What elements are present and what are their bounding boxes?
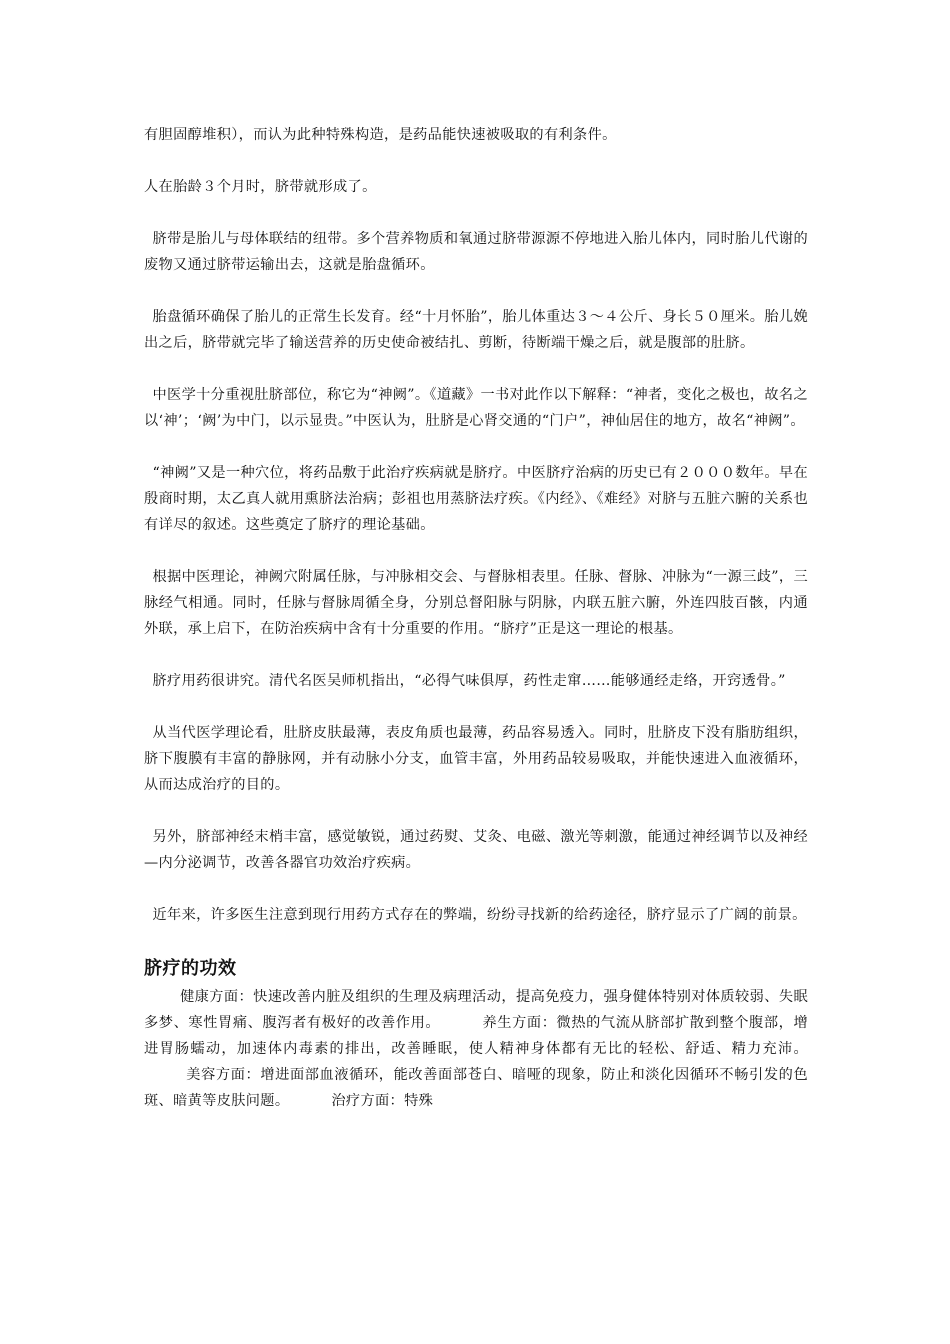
- paragraph-10: 另外，脐部神经末梢丰富，感觉敏锐，通过药熨、艾灸、电磁、激光等刺激，能通过神经调节以及神经—内分泌调节，改善各器官功效治疗疾病。: [144, 829, 808, 871]
- paragraph-8: 脐疗用药很讲究。清代名医吴师机指出，“必得气味俱厚，药性走窜……能够通经走络，开窍透骨。”: [152, 673, 786, 689]
- paragraph-9: 从当代医学理论看，肚脐皮肤最薄，表皮角质也最薄，药品容易透入。同时，肚脐皮下没有脂肪组织，脐下腹膜有丰富的静脉网，并有动脉小分支，血管丰富，外用药品较易吸取，并能快速进入血液循环，从而达成治疗的目的。: [144, 725, 808, 793]
- paragraph-1: 有胆固醇堆积），而认为此种特殊构造，是药品能快速被吸取的有利条件。: [144, 127, 617, 143]
- paragraph-2: 人在胎龄３个月时，脐带就形成了。: [144, 179, 377, 195]
- effect-health: 健康方面：快速改善内脏及组织的生理及病理活动，提高免疫力，强身健体特别对体质较弱、失眠多梦、寒性胃痛、腹泻者有极好的改善作用。: [144, 989, 808, 1031]
- paragraph-6: “神阙”又是一种穴位，将药品敷于此治疗疾病就是脐疗。中医脐疗治病的历史已有２０００数年。早在殷商时期，太乙真人就用熏脐法治病；彭祖也用蒸脐法疗疾。《内经》、《难经》对脐与五脏六腑的关系也有详尽的叙述。这些奠定了脐疗的理论基础。: [144, 465, 808, 533]
- paragraph-11: 近年来，许多医生注意到现行用药方式存在的弊端，纷纷寻找新的给药途径，脐疗显示了广阔的前景。: [152, 907, 807, 923]
- paragraph-5: 中医学十分重视肚脐部位，称它为“神阙”。《道藏》一书对此作以下解释：“神者，变化之极也，故名之以‘神’；‘阙’为中门，以示显贵。”中医认为，肚脐是心肾交通的“门户”，神仙居住的地方，故名“神阙”。: [144, 387, 808, 429]
- document-body: [144, 122, 808, 1114]
- effect-beauty: 美容方面：增进面部血液循环，能改善面部苍白、暗哑的现象，防止和淡化因循环不畅引发的色斑、暗黄等皮肤问题。: [144, 1067, 808, 1109]
- paragraph-4: 胎盘循环确保了胎儿的正常生长发育。经“十月怀胎”，胎儿体重达３～４公斤、身长５０厘米。胎儿娩出之后，脐带就完毕了输送营养的历史使命被结扎、剪断，待断端干燥之后，就是腹部的肚脐。: [144, 309, 808, 351]
- paragraph-3: 脐带是胎儿与母体联结的纽带。多个营养物质和氧通过脐带源源不停地进入胎儿体内，同时胎儿代谢的废物又通过脐带运输出去，这就是胎盘循环。: [144, 231, 808, 273]
- paragraph-7: 根据中医理论，神阙穴附属任脉，与冲脉相交会、与督脉相表里。任脉、督脉、冲脉为“一源三歧”，三脉经气相通。同时，任脉与督脉周循全身，分别总督阳脉与阴脉，内联五脏六腑，外连四肢百骸，内通外联，承上启下，在防治疾病中含有十分重要的作用。“脐疗”正是这一理论的根基。: [144, 569, 808, 637]
- section-heading: 脐疗的功效: [144, 958, 237, 979]
- effect-wellness: 养生方面：微热的气流从脐部扩散到整个腹部，增进胃肠蠕动，加速体内毒素的排出，改善睡眠，使人精神身体都有无比的轻松、舒适、精力充沛。: [144, 1015, 808, 1057]
- effects-paragraph: [144, 984, 808, 1114]
- effect-treatment: 治疗方面：特殊: [331, 1093, 434, 1109]
